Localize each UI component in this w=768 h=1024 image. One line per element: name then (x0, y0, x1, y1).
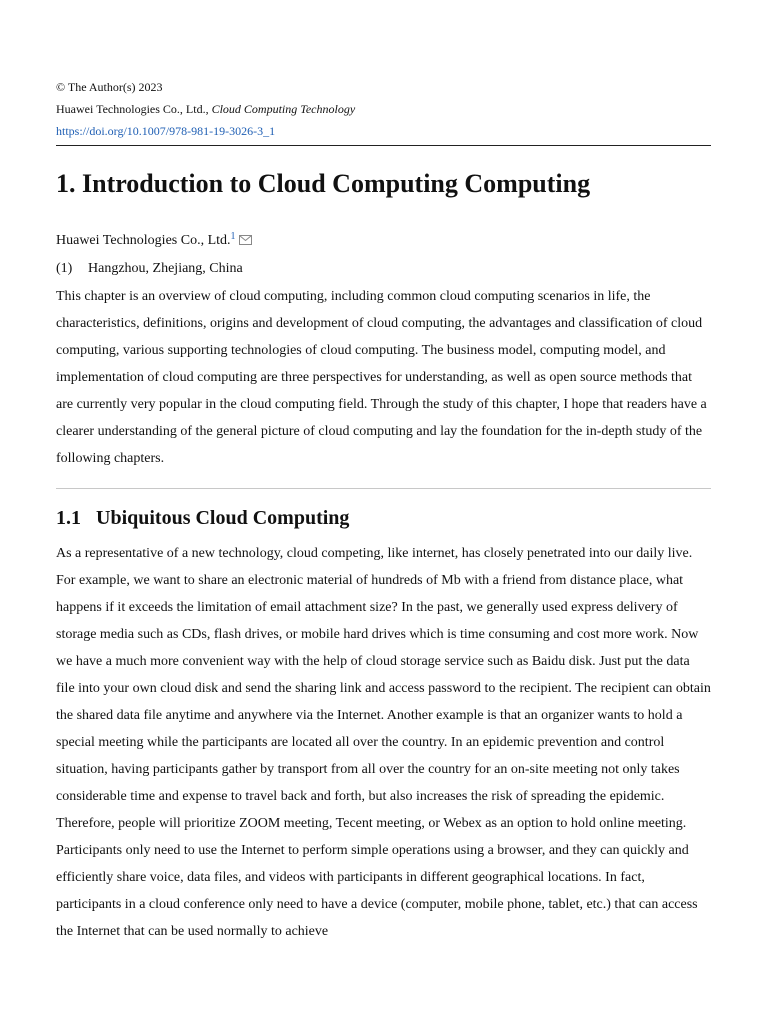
affiliation-link[interactable]: 1 (230, 231, 236, 242)
envelope-icon[interactable] (239, 231, 252, 253)
publisher-line (56, 98, 355, 120)
section-paragraph: As a representative of a new technology, cloud competing, like internet, has closely penetrated into our daily live. For example, we want to share an electronic material of hundreds of Mb with a friend from distance place, what happens if it exceeds the limitation of email attachment size? In the past, we generally used express delivery of storage media such as CDs, flash drives, or mobile hard drives which is time consuming and cost more work. Now we have a much more convenient way with the help of cloud storage service such as Baidu disk. Just put the data file into your own cloud disk and send the sharing link and access password to the recipient. The recipient can obtain the shared data file anytime and anywhere via the Internet. Another example is that an organizer wants to hold a special meeting while the participants are located all over the country. In an epidemic prevention and control situation, having participants gather by transport from all over the country for an on-site meeting not only takes considerable time and expense to travel back and forth, but also increases the risk of spreading the epidemic. Therefore, people will prioritize ZOOM meeting, Tecent meeting, or Webex as an option to hold online meeting. Participants only need to use the Internet to perform simple operations using a browser, and they can quickly and efficiently share voice, data files, and videos with participants in different geographical locations. In fact, participants in a cloud conference only need to have a device (computer, mobile phone, tablet, etc.) that can access the Internet that can be used normally to achieve (56, 546, 711, 939)
affiliation-number: (1) (56, 261, 73, 276)
section-title: Ubiquitous Cloud Computing (96, 507, 350, 529)
doi-link[interactable]: https://doi.org/10.1007/978-981-19-3026-3_1 (56, 124, 276, 138)
copyright-line: © The Author(s) 2023 (56, 80, 163, 94)
chapter-title: 1. Introduction to Cloud Computing Computing (56, 169, 591, 198)
publisher-name: Huawei Technologies Co., Ltd., (56, 102, 212, 116)
doi-line (56, 120, 355, 142)
abstract: This chapter is an overview of cloud computing, including common cloud computing scenarios in life, the characteristics, definitions, origins and development of cloud computing, the advantages and classification of cloud computing, various supporting technologies of cloud computing. The business model, computing model, and implementation of cloud computing are three perspectives for understanding, as well as open source methods that are currently very popular in the cloud computing field. Through the study of this chapter, I hope that readers have a clearer understanding of the general picture of cloud computing and lay the foundation for the in-depth study of the following chapters. (56, 289, 707, 466)
section-number: 1.1 (56, 507, 81, 529)
publication-meta (56, 76, 355, 142)
author-name: Huawei Technologies Co., Ltd. (56, 233, 231, 248)
book-title: Cloud Computing Technology (211, 102, 356, 116)
abstract-divider (56, 488, 711, 489)
header-divider (56, 145, 711, 146)
affiliation-location: Hangzhou, Zhejiang, China (88, 261, 243, 276)
section-heading (56, 504, 349, 532)
author-line (56, 230, 252, 253)
affiliation (56, 258, 243, 280)
